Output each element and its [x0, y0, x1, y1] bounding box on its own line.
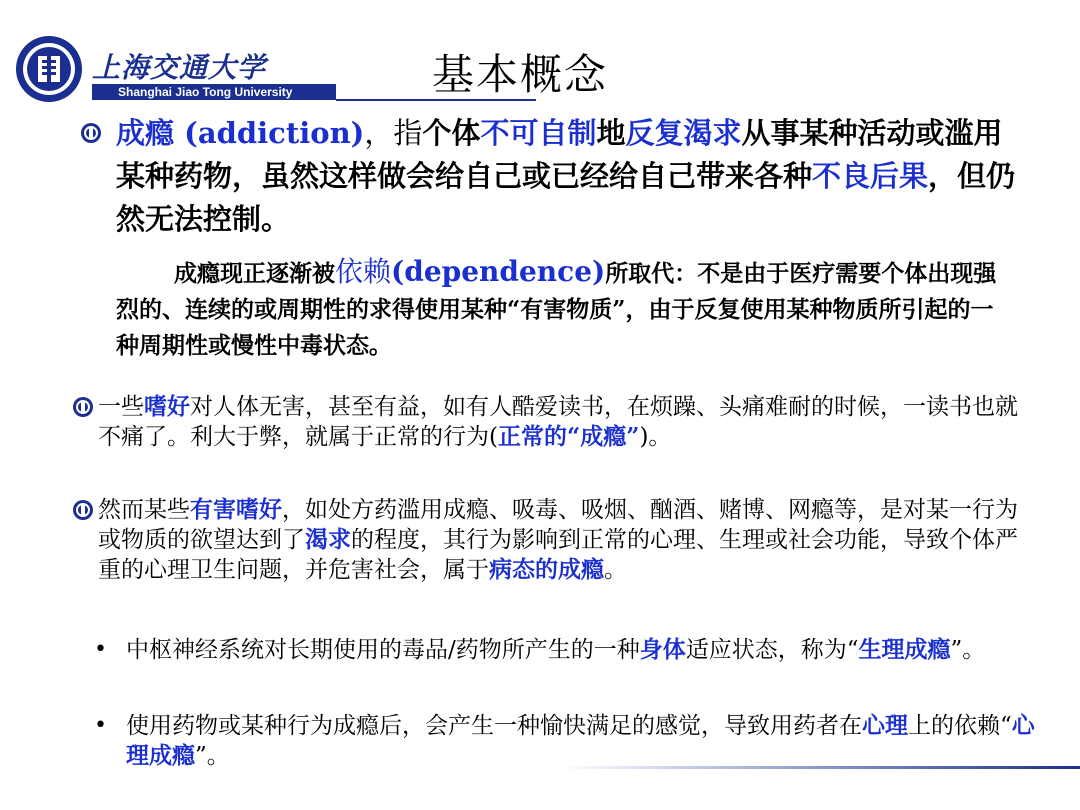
- term-dependence-cn: 依赖: [335, 255, 392, 288]
- text-span: 成瘾现正逐渐被: [174, 260, 335, 287]
- university-name-chinese: 上海交通大学: [92, 51, 267, 84]
- text-span: ，如处方药滥用成瘾、吸毒、吸烟、酗酒、赌博、网瘾等，是对某一行为或物质的欲望达到了: [98, 497, 1018, 553]
- psychological-addiction-item: [126, 711, 1036, 771]
- highlight-span: 不可自制: [480, 116, 597, 150]
- highlight-span: 生理成瘾: [858, 636, 951, 663]
- highlight-span: 嗜好: [144, 393, 190, 420]
- text-span: 对人体无害，甚至有益，如有人酷爱读书，在烦躁、头痛难耐的时候，一读书也就不痛了。利大于弊，就属于正常的行为(: [98, 394, 1018, 450]
- seal-bullet-icon: [80, 122, 102, 144]
- highlight-span: 心理成瘾: [126, 712, 1035, 769]
- physical-addiction-item: [126, 635, 1036, 665]
- list-bullet: •: [94, 713, 107, 738]
- term-dependence-en: (dependence): [391, 255, 606, 288]
- highlight-span: 不良后果: [812, 159, 929, 193]
- text-span: 一些: [98, 394, 144, 420]
- page-title: 基本概念: [432, 50, 609, 99]
- text-span: 适应状态，称为“: [685, 637, 859, 663]
- text-span: 从事某种活动或滥用某种药物，虽然这样做会给自己或已经给自己带来各种: [116, 116, 1003, 193]
- text-span: ”。: [195, 743, 230, 769]
- normal-addiction-paragraph: [98, 392, 1028, 452]
- highlight-span: 身体: [639, 636, 686, 663]
- dependence-paragraph: [116, 254, 1016, 364]
- text-span: 地: [596, 116, 626, 150]
- slide-header: [0, 0, 1080, 110]
- seal-bullet-icon: [72, 499, 94, 521]
- footer-divider: [560, 766, 1080, 769]
- highlight-span: 反复渴求: [625, 116, 742, 150]
- text-span: )。: [639, 424, 672, 450]
- seal-bullet-icon: [72, 396, 94, 418]
- text-span: ”。: [950, 637, 986, 663]
- text-span: 上的依赖“: [908, 713, 1012, 739]
- highlight-span: 正常的“成瘾”: [497, 423, 640, 450]
- highlight-span: 病态的成瘾: [489, 556, 604, 583]
- highlight-span: 渴求: [305, 526, 351, 553]
- text-span: ，指: [364, 116, 423, 150]
- text-span: ，但仍然无法控制。: [116, 159, 1016, 236]
- highlight-span: 有害嗜好: [190, 496, 282, 523]
- text-span: 所取代：不是由于医疗需要个体出现强烈的、连续的或周期性的求得使用某种“有害物质”，由于反复使用某种物质所引起的一种周期性或慢性中毒状态。: [116, 260, 997, 359]
- text-span: 个体: [422, 116, 481, 150]
- text-span: 使用药物或某种行为成瘾后，会产生一种愉快满足的感觉，导致用药者在: [126, 713, 862, 739]
- pathological-addiction-paragraph: [98, 495, 1028, 585]
- text-span: 然而某些: [98, 497, 190, 523]
- term-addiction: 成瘾 (addiction): [116, 116, 365, 150]
- text-span: 中枢神经系统对长期使用的毒品/药物所产生的一种: [126, 637, 640, 663]
- text-span: 。: [604, 557, 627, 583]
- text-span: 的程度，其行为影响到正常的心理、生理或社会功能，导致个体严重的心理卫生问题，并危害社会，属于: [98, 527, 1018, 583]
- list-bullet: •: [94, 637, 107, 662]
- highlight-span: 心理: [862, 712, 908, 739]
- university-seal-icon: [14, 34, 84, 104]
- university-name-english: Shanghai Jiao Tong University: [92, 84, 336, 100]
- definition-paragraph: [116, 112, 1016, 241]
